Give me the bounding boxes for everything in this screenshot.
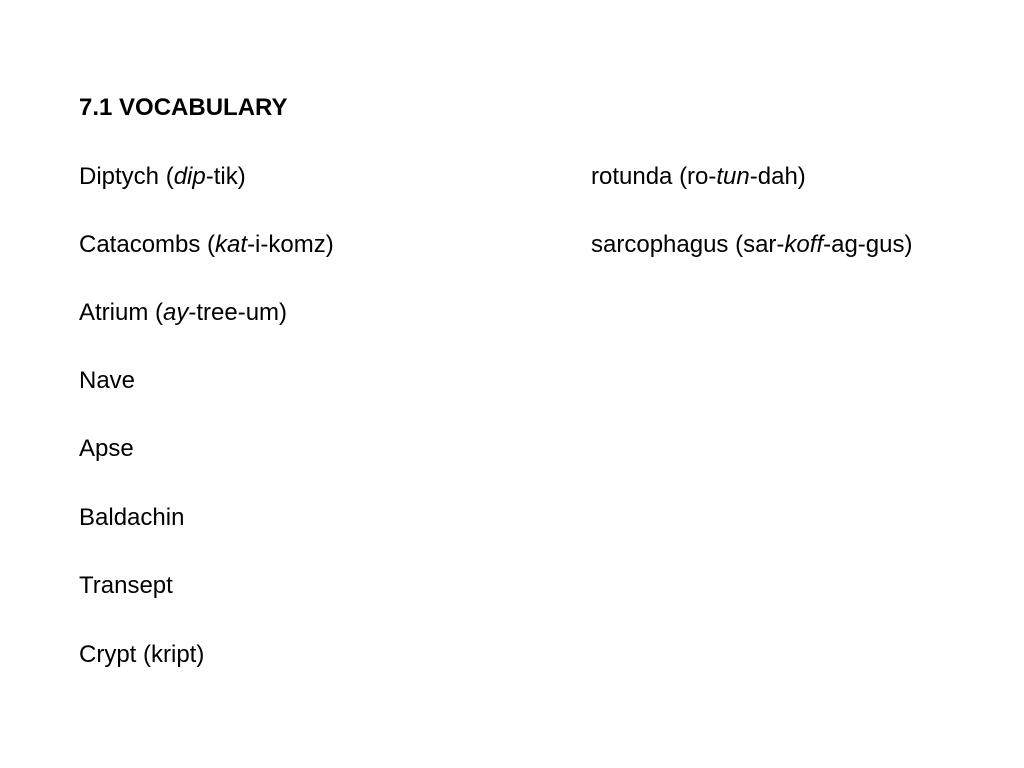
term-apse	[79, 433, 134, 465]
term-crypt	[79, 639, 204, 671]
term-emphasis: koff	[784, 231, 824, 258]
term-text: Nave	[79, 367, 136, 394]
term-atrium	[79, 297, 287, 329]
term-text: Diptych (	[79, 163, 174, 190]
term-sarcophagus	[591, 229, 912, 261]
term-rotunda	[591, 161, 806, 193]
term-text: -tree-um)	[188, 299, 288, 326]
term-text: -dah)	[749, 163, 806, 190]
term-diptych	[79, 161, 246, 193]
term-text: -i-komz)	[247, 231, 334, 258]
term-emphasis: ay	[163, 299, 189, 326]
term-emphasis: tun	[716, 163, 750, 190]
term-nave	[79, 365, 135, 397]
term-emphasis: kat	[215, 231, 248, 258]
term-text: sarcophagus (sar-	[591, 231, 785, 258]
term-baldachin	[79, 502, 184, 534]
term-emphasis: dip	[173, 163, 206, 190]
term-text: Apse	[79, 435, 134, 462]
term-text: rotunda (ro-	[591, 163, 717, 190]
term-text: Transept	[79, 572, 173, 599]
term-transept	[79, 570, 173, 602]
term-text: -tik)	[205, 163, 246, 190]
term-text: Crypt (kript)	[79, 641, 205, 668]
term-text: -ag-gus)	[823, 231, 913, 258]
term-catacombs	[79, 229, 334, 261]
term-text: Baldachin	[79, 504, 185, 531]
vocabulary-title: 7.1 VOCABULARY	[79, 94, 288, 121]
term-text: Atrium (	[79, 299, 163, 326]
term-text: Catacombs (	[79, 231, 216, 258]
